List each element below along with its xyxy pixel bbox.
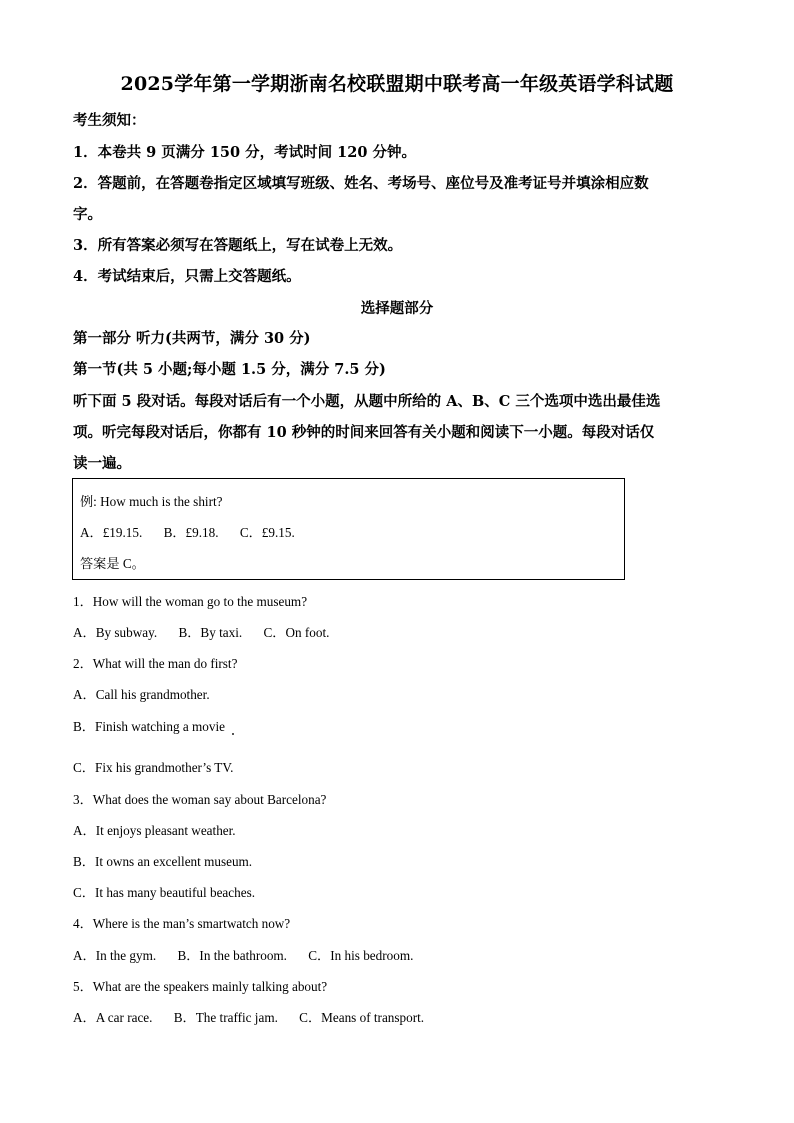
question-1: 1．How will the woman go to the museum?: [73, 594, 308, 609]
q2-option-b: B．Finish watching a movie: [73, 719, 226, 734]
notice-heading: 考生须知：: [73, 112, 146, 129]
q4-option-c: C．In his bedroom.: [308, 948, 414, 963]
question-3: 3．What does the woman say about Barcelona?: [73, 792, 327, 807]
q1-option-b: B．By taxi.: [178, 625, 243, 640]
q3-option-c: C．It has many beautiful beaches.: [73, 885, 256, 900]
instructions-line-1: 听下面 5 段对话。每段对话后有一个小题，从题中所给的 A、B、C 三个选项中选出最佳选: [73, 393, 661, 410]
q5-option-b: B．The traffic jam.: [173, 1010, 278, 1025]
question-2: 2．What will the man do first?: [73, 656, 238, 671]
notice-item-2-cont: 字。: [73, 206, 102, 223]
q5-option-a: A．A car race.: [73, 1010, 153, 1025]
example-answer: 答案是 C。: [80, 556, 145, 571]
q1-option-c: C．On foot.: [263, 625, 330, 640]
example-question: 例: How much is the shirt?: [80, 494, 223, 509]
question-1-options: [73, 622, 329, 641]
notice-item-2: 2．答题前，在答题卷指定区域填写班级、姓名、考场号、座位号及准考证号并填涂相应数: [73, 175, 649, 192]
notice-item-1: 1．本卷共 9 页满分 150 分，考试时间 120 分钟。: [73, 144, 416, 161]
question-5: 5．What are the speakers mainly talking about?: [73, 979, 328, 994]
example-option-c: C．£9.15.: [239, 525, 295, 540]
exam-title: 2025学年第一学期浙南名校联盟期中联考高一年级英语学科试题: [120, 73, 674, 95]
part-1-heading: 第一部分 听力(共两节，满分 30 分): [73, 330, 311, 347]
question-5-options: [73, 1007, 424, 1026]
example-option-b: B．£9.18.: [163, 525, 219, 540]
q2-option-a: A．Call his grandmother.: [73, 687, 210, 702]
q1-option-a: A．By subway.: [73, 625, 158, 640]
question-4-options: [73, 945, 413, 964]
q4-option-b: B．In the bathroom.: [177, 948, 287, 963]
q3-option-a: A．It enjoys pleasant weather.: [73, 823, 236, 838]
subsection-1-heading: 第一节(共 5 小题;每小题 1.5 分，满分 7.5 分): [73, 361, 386, 378]
instructions-line-3: 读一遍。: [73, 455, 131, 472]
q5-option-c: C．Means of transport.: [299, 1010, 425, 1025]
stray-dot: [232, 733, 234, 735]
q3-option-b: B．It owns an excellent museum.: [73, 854, 253, 869]
example-options: [80, 522, 295, 541]
notice-item-4: 4．考试结束后，只需上交答题纸。: [73, 268, 301, 285]
q4-option-a: A．In the gym.: [73, 948, 157, 963]
instructions-line-2: 项。听完每段对话后，你都有 10 秒钟的时间来回答有关小题和阅读下一小题。每段对话仅: [73, 424, 655, 441]
notice-item-3: 3．所有答案必须写在答题纸上，写在试卷上无效。: [73, 237, 403, 254]
section-heading: 选择题部分: [360, 300, 434, 317]
q2-option-c: C．Fix his grandmother’s TV.: [73, 760, 234, 775]
example-option-a: A．£19.15.: [80, 525, 143, 540]
question-4: 4．Where is the man’s smartwatch now?: [73, 916, 291, 931]
